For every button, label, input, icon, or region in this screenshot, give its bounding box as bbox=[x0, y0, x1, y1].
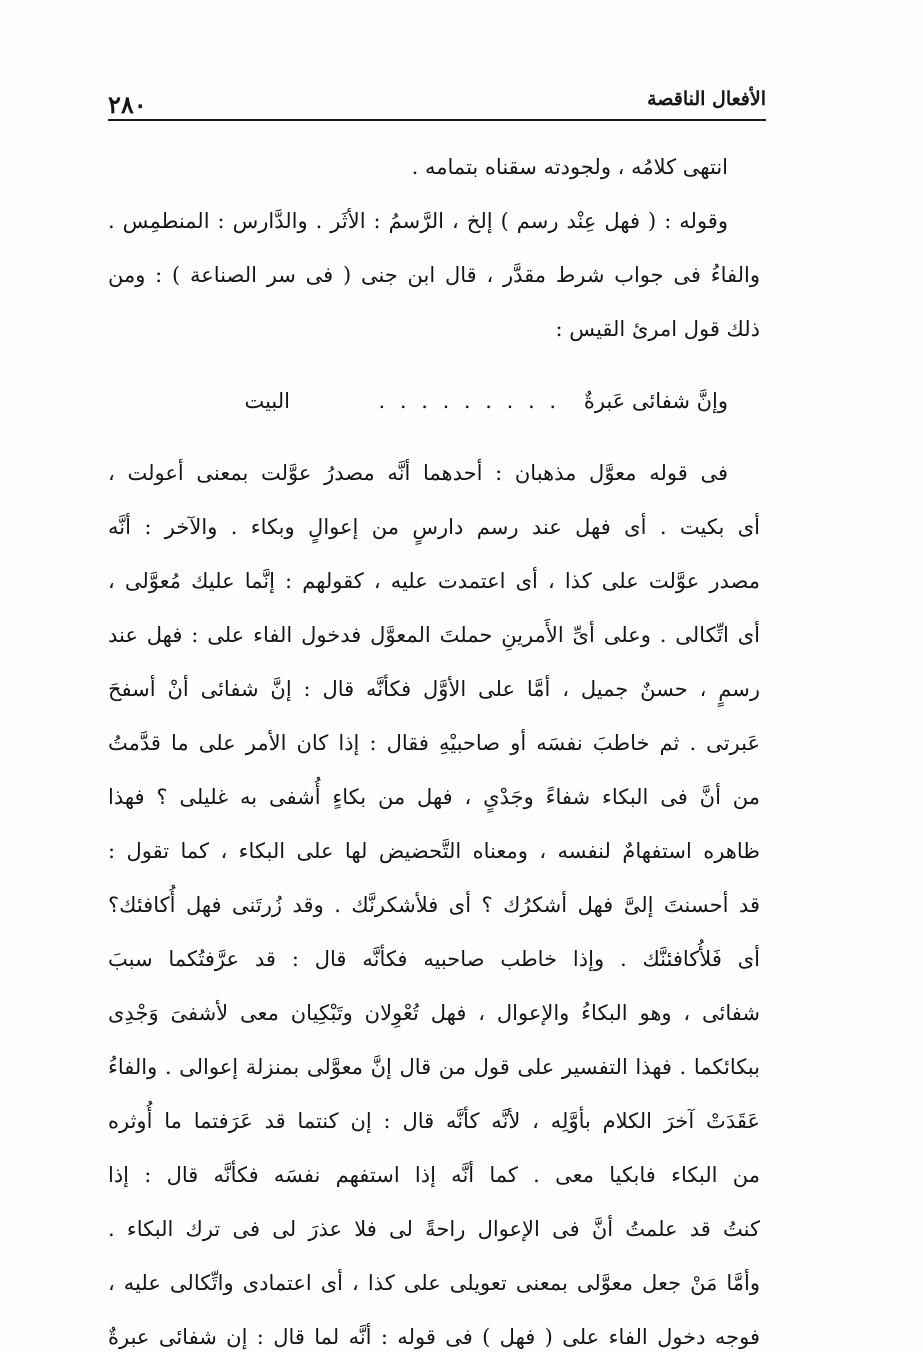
header-rule bbox=[108, 119, 766, 121]
page-number: ٢٨٠ bbox=[108, 90, 147, 119]
verse-second-hemistich: البيت bbox=[244, 389, 290, 413]
text-line: عَقَدَتْ آخرَ الكلام بأوَّلِه ، لأنَّه كأنَّه قال : إن كنتما قد عَرَفتما ما أُوثره bbox=[108, 1109, 760, 1133]
text-line: من أنَّ فى البكاء شفاءً وجَدْىٍ ، فهل من بكاءٍ أُشفى به غليلى ؟ فهذا bbox=[108, 785, 760, 809]
page-header bbox=[108, 84, 766, 120]
text-line: ببكائكما . فهذا التفسير على قول من قال إنَّ معوَّلى بمنزلة إعوالى . والفاءُ bbox=[108, 1055, 760, 1079]
text-line: ذلك قول امرئ القيس : bbox=[555, 317, 760, 341]
text-line: انتهى كلامُه ، ولجودته سقناه بتمامه . bbox=[411, 155, 728, 179]
text-line: عَبرتى . ثم خاطبَ نفسَه أو صاحبيْهِ فقال : إذا كان الأمر على ما قدَّمتُ bbox=[108, 731, 760, 755]
text-line: فوجه دخول الفاء على ( فهل ) فى قوله : أنَّه لما قال : إن شفائى عبرةٌ bbox=[108, 1325, 760, 1349]
verse-line bbox=[108, 362, 760, 440]
verse-first-hemistich: وإنَّ شفائى عَبرةٌ bbox=[583, 389, 728, 413]
text-line: قد أحسنتَ إلىَّ فهل أشكرُك ؟ أى فلأشكرنَّك . وقد زُرتَنى فهل أُكافئك؟ bbox=[108, 893, 760, 917]
text-line: وأمَّا مَنْ جعل معوَّلى بمعنى تعويلى على كذا ، أى اعتمادى واتِّكالى عليه ، bbox=[108, 1271, 760, 1295]
text-line: رسمٍ ، حسنٌ جميل ، أمَّا على الأوَّل فكأنَّه قال : إنَّ شفائى أنْ أسفحَ bbox=[108, 677, 760, 701]
text-line: شفائى ، وهو البكاءُ والإعوال ، فهل تُعْوِلان وتَبْكِيان معى لأشفىَ وَجْدِى bbox=[108, 1001, 760, 1025]
text-line: أى اتِّكالى . وعلى أىِّ الأَمرينِ حملتَ المعوَّل فدخول الفاء على : فهل عند bbox=[108, 623, 760, 647]
text-line: وقوله : ( فهل عِنْد رسم ) إلخ ، الرَّسمُ : الأثَر . والدَّارس : المنطمِس . bbox=[108, 209, 728, 233]
text-line: ظاهره استفهامٌ لنفسه ، ومعناه التَّحضيض لها على البكاء ، كما تقول : bbox=[108, 839, 760, 863]
text-line: أى فَلأُكافئنَّك . وإذا خاطب صاحبيه فكأنَّه قال : قد عرَّفتُكما سببَ bbox=[108, 947, 760, 971]
text-line: كنتُ قد علمتُ أنَّ فى الإعوال راحةً لى فلا عذرَ لى فى ترك البكاء . bbox=[108, 1217, 760, 1241]
verse-ellipsis: . . . . . . . . . bbox=[378, 389, 560, 413]
text-line: مصدر عوَّلت على كذا ، أى اعتمدت عليه ، كقولهم : إنَّما عليك مُعوَّلى ، bbox=[108, 569, 760, 593]
running-title: الأفعال الناقصة bbox=[647, 88, 766, 110]
text-line: أى بكيت . أى فهل عند رسم دارسٍ من إعوالٍ وبكاء . والآخر : أنَّه bbox=[108, 515, 760, 539]
text-line: والفاءُ فى جواب شرط مقدَّر ، قال ابن جنى ( فى سر الصناعة ) : ومن bbox=[108, 263, 760, 287]
page-body bbox=[108, 140, 760, 1364]
text-line: فى قوله معوَّل مذهبان : أحدهما أنَّه مصدرُ عوَّلت بمعنى أعولت ، bbox=[108, 461, 728, 485]
text-line: من البكاء فابكيا معى . كما أنَّه إذا استفهم نفسَه فكأنَّه قال : إذا bbox=[108, 1163, 760, 1187]
